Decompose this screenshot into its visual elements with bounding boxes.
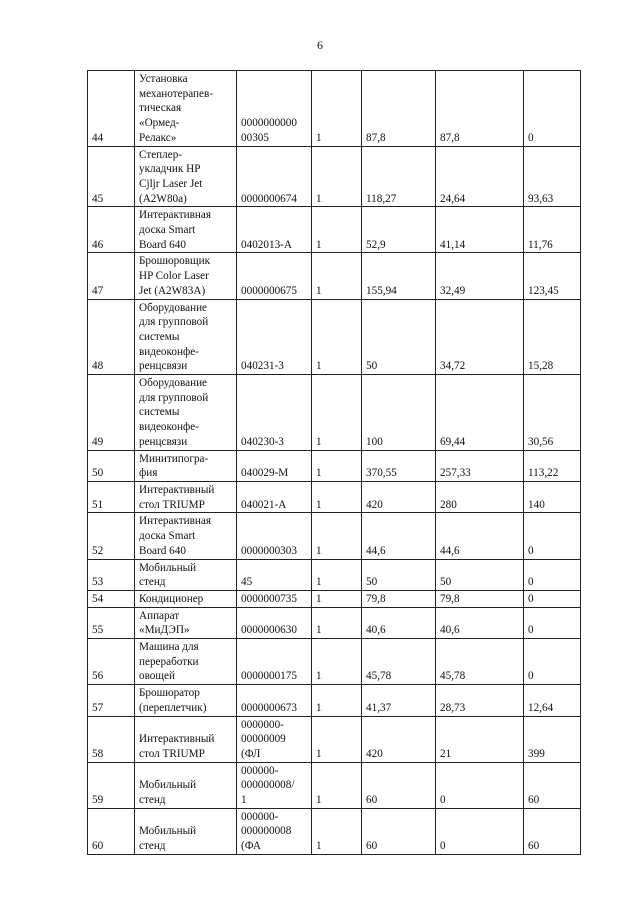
item-name-line: Машина для: [139, 641, 199, 654]
table-row: [88, 481, 581, 512]
depreciation-cell: 24,64: [436, 146, 524, 207]
residual-value-cell: 12,64: [524, 685, 581, 716]
quantity-cell: 1: [312, 639, 362, 685]
item-name-cell: [135, 481, 237, 512]
inventory-code-line: 0000000674: [241, 192, 297, 205]
item-name-cell: [135, 685, 237, 716]
residual-value-cell: 140: [524, 481, 581, 512]
item-name-cell: [135, 253, 237, 299]
item-name-cell: [135, 762, 237, 808]
quantity-cell: 1: [312, 450, 362, 481]
table-row: [88, 716, 581, 762]
row-number-cell: 45: [88, 146, 135, 207]
item-name-line: тическая: [139, 102, 182, 115]
inventory-code-line: 000000-: [241, 810, 279, 823]
depreciation-cell: 32,49: [436, 253, 524, 299]
quantity-cell: 1: [312, 375, 362, 451]
item-name-line: овощей: [139, 670, 175, 683]
table-row: [88, 450, 581, 481]
item-name-line: Оборудование: [139, 377, 208, 390]
inventory-code-cell: [237, 146, 312, 207]
depreciation-cell: 45,78: [436, 639, 524, 685]
row-number-cell: 54: [88, 590, 135, 607]
item-name-line: Минитипогра-: [139, 452, 209, 465]
quantity-cell: 1: [312, 762, 362, 808]
table-row: [88, 808, 581, 854]
inventory-code-line: 00305: [241, 131, 269, 144]
inventory-code-line: 0000000-: [241, 718, 284, 731]
row-number-cell: 44: [88, 71, 135, 147]
initial-value-cell: 45,78: [362, 639, 436, 685]
inventory-code-line: 040231-3: [241, 360, 284, 373]
item-name-line: для групповой: [139, 391, 209, 404]
depreciation-cell: 40,6: [436, 607, 524, 638]
item-name-line: видеоконфе-: [139, 345, 199, 358]
item-name-cell: [135, 375, 237, 451]
quantity-cell: 1: [312, 146, 362, 207]
inventory-code-cell: [237, 375, 312, 451]
item-name-line: Интерактивная: [139, 209, 212, 222]
item-name-cell: [135, 808, 237, 854]
quantity-cell: 1: [312, 253, 362, 299]
quantity-cell: 1: [312, 299, 362, 375]
depreciation-cell: 69,44: [436, 375, 524, 451]
inventory-code-cell: [237, 808, 312, 854]
table-row: [88, 207, 581, 253]
inventory-code-line: 000000008: [241, 825, 292, 838]
initial-value-cell: 155,94: [362, 253, 436, 299]
residual-value-cell: 30,56: [524, 375, 581, 451]
item-name-cell: [135, 146, 237, 207]
initial-value-cell: 40,6: [362, 607, 436, 638]
inventory-code-line: 0000000303: [241, 544, 297, 557]
item-name-line: Jet (A2W83A): [139, 284, 206, 297]
item-name-line: Мобильный: [139, 561, 197, 574]
depreciation-cell: 34,72: [436, 299, 524, 375]
inventory-code-line: 0000000675: [241, 284, 297, 297]
inventory-code-line: (ФЛ: [241, 747, 261, 760]
depreciation-cell: 79,8: [436, 590, 524, 607]
item-name-line: укладчик HP: [139, 163, 201, 176]
residual-value-cell: 399: [524, 716, 581, 762]
table-row: [88, 375, 581, 451]
table-row: [88, 762, 581, 808]
residual-value-cell: 0: [524, 607, 581, 638]
inventory-code-cell: [237, 450, 312, 481]
item-name-line: стенд: [139, 576, 166, 589]
row-number-cell: 53: [88, 559, 135, 590]
item-name-line: стол TRIUMP: [139, 498, 205, 511]
item-name-line: ренцсвязи: [139, 360, 188, 373]
initial-value-cell: 44,6: [362, 513, 436, 559]
residual-value-cell: 0: [524, 71, 581, 147]
inventory-table-body: [88, 71, 581, 855]
table-row: [88, 299, 581, 375]
inventory-code-line: 040029-М: [241, 467, 289, 480]
inventory-code-cell: [237, 590, 312, 607]
item-name-cell: [135, 559, 237, 590]
row-number-cell: 60: [88, 808, 135, 854]
item-name-line: HP Color Laser: [139, 270, 209, 283]
inventory-code-line: 0000000673: [241, 701, 297, 714]
item-name-line: Установка: [139, 73, 188, 85]
item-name-line: видеоконфе-: [139, 421, 199, 434]
residual-value-cell: 60: [524, 762, 581, 808]
item-name-line: Брошюратор: [139, 687, 200, 700]
page-number: 6: [317, 38, 323, 52]
item-name-line: Интерактивный: [139, 483, 215, 496]
item-name-line: стенд: [139, 840, 166, 853]
table-row: [88, 685, 581, 716]
item-name-line: системы: [139, 330, 180, 343]
table-row: [88, 513, 581, 559]
item-name-line: Cjljr Laser Jet: [139, 177, 203, 190]
item-name-line: ренцсвязи: [139, 435, 188, 448]
item-name-line: Мобильный: [139, 779, 197, 792]
residual-value-cell: 0: [524, 513, 581, 559]
item-name-line: Интерактивный: [139, 733, 215, 746]
item-name-cell: [135, 450, 237, 481]
inventory-code-cell: [237, 253, 312, 299]
row-number-cell: 49: [88, 375, 135, 451]
inventory-code-cell: [237, 71, 312, 147]
inventory-code-cell: [237, 299, 312, 375]
item-name-line: системы: [139, 406, 180, 419]
inventory-code-cell: [237, 513, 312, 559]
quantity-cell: 1: [312, 590, 362, 607]
item-name-cell: [135, 590, 237, 607]
depreciation-cell: 280: [436, 481, 524, 512]
item-name-line: Board 640: [139, 238, 186, 251]
inventory-code-line: 000000008/: [241, 779, 295, 792]
quantity-cell: 1: [312, 607, 362, 638]
item-name-cell: [135, 607, 237, 638]
quantity-cell: 1: [312, 513, 362, 559]
quantity-cell: 1: [312, 808, 362, 854]
inventory-code-line: 1: [241, 794, 247, 807]
item-name-cell: [135, 207, 237, 253]
inventory-code-line: 000000-: [241, 764, 279, 777]
depreciation-cell: 0: [436, 808, 524, 854]
initial-value-cell: 118,27: [362, 146, 436, 207]
inventory-code-cell: [237, 481, 312, 512]
inventory-code-line: 0000000735: [241, 592, 297, 605]
item-name-cell: [135, 639, 237, 685]
residual-value-cell: 0: [524, 639, 581, 685]
inventory-code-cell: [237, 716, 312, 762]
initial-value-cell: 87,8: [362, 71, 436, 147]
residual-value-cell: 0: [524, 590, 581, 607]
item-name-line: доска Smart: [139, 224, 196, 237]
initial-value-cell: 370,55: [362, 450, 436, 481]
residual-value-cell: 93,63: [524, 146, 581, 207]
item-name-line: Интерактивная: [139, 515, 212, 528]
initial-value-cell: 420: [362, 481, 436, 512]
table-row: [88, 253, 581, 299]
row-number-cell: 50: [88, 450, 135, 481]
quantity-cell: 1: [312, 716, 362, 762]
inventory-code-cell: [237, 607, 312, 638]
depreciation-cell: 257,33: [436, 450, 524, 481]
item-name-line: для групповой: [139, 316, 209, 329]
row-number-cell: 52: [88, 513, 135, 559]
item-name-line: механотерапев-: [139, 87, 213, 100]
row-number-cell: 57: [88, 685, 135, 716]
residual-value-cell: 60: [524, 808, 581, 854]
inventory-code-line: (ФА: [241, 840, 261, 853]
depreciation-cell: 41,14: [436, 207, 524, 253]
depreciation-cell: 44,6: [436, 513, 524, 559]
inventory-code-line: 45: [241, 576, 253, 589]
table-row: [88, 639, 581, 685]
item-name-line: Оборудование: [139, 301, 208, 314]
item-name-line: доска Smart: [139, 530, 196, 543]
item-name-cell: [135, 513, 237, 559]
item-name-line: Мобильный: [139, 825, 197, 838]
inventory-code-cell: [237, 762, 312, 808]
inventory-code-line: 00000009: [241, 733, 286, 746]
row-number-cell: 48: [88, 299, 135, 375]
item-name-line: Брошюровщик: [139, 255, 211, 268]
initial-value-cell: 60: [362, 808, 436, 854]
initial-value-cell: 420: [362, 716, 436, 762]
depreciation-cell: 21: [436, 716, 524, 762]
table-row: [88, 71, 581, 147]
residual-value-cell: 113,22: [524, 450, 581, 481]
item-name-line: Аппарат: [139, 609, 180, 622]
quantity-cell: 1: [312, 71, 362, 147]
inventory-code-line: 040230-3: [241, 435, 284, 448]
inventory-code-cell: [237, 639, 312, 685]
table-row: [88, 607, 581, 638]
quantity-cell: 1: [312, 559, 362, 590]
item-name-line: Кондиционер: [139, 592, 204, 605]
item-name-line: стенд: [139, 794, 166, 807]
item-name-line: стол TRIUMP: [139, 747, 205, 760]
initial-value-cell: 50: [362, 559, 436, 590]
residual-value-cell: 11,76: [524, 207, 581, 253]
inventory-code-cell: [237, 685, 312, 716]
depreciation-cell: 50: [436, 559, 524, 590]
item-name-cell: [135, 716, 237, 762]
inventory-code-line: 040021-А: [241, 498, 287, 511]
row-number-cell: 56: [88, 639, 135, 685]
residual-value-cell: 123,45: [524, 253, 581, 299]
row-number-cell: 59: [88, 762, 135, 808]
table-row: [88, 559, 581, 590]
initial-value-cell: 79,8: [362, 590, 436, 607]
item-name-cell: [135, 299, 237, 375]
initial-value-cell: 50: [362, 299, 436, 375]
initial-value-cell: 60: [362, 762, 436, 808]
initial-value-cell: 41,37: [362, 685, 436, 716]
inventory-code-line: 0000000630: [241, 624, 297, 637]
inventory-code-cell: [237, 559, 312, 590]
item-name-line: Релакс»: [139, 131, 177, 144]
row-number-cell: 46: [88, 207, 135, 253]
item-name-line: «Ормед-: [139, 117, 180, 130]
item-name-line: переработки: [139, 655, 199, 668]
row-number-cell: 58: [88, 716, 135, 762]
inventory-code-line: 0000000175: [241, 670, 297, 683]
quantity-cell: 1: [312, 481, 362, 512]
inventory-code-line: 0000000000: [241, 117, 297, 130]
inventory-code-line: 0402013-А: [241, 238, 292, 251]
row-number-cell: 47: [88, 253, 135, 299]
item-name-line: «МиДЭП»: [139, 624, 190, 637]
quantity-cell: 1: [312, 685, 362, 716]
row-number-cell: 55: [88, 607, 135, 638]
item-name-line: Board 640: [139, 544, 186, 557]
quantity-cell: 1: [312, 207, 362, 253]
initial-value-cell: 100: [362, 375, 436, 451]
table-row: [88, 146, 581, 207]
item-name-line: (переплетчик): [139, 701, 207, 714]
residual-value-cell: 0: [524, 559, 581, 590]
item-name-cell: [135, 71, 237, 147]
item-name-line: Степлер-: [139, 148, 183, 161]
inventory-code-cell: [237, 207, 312, 253]
inventory-table: [87, 70, 581, 855]
item-name-line: (A2W80a): [139, 192, 187, 205]
depreciation-cell: 28,73: [436, 685, 524, 716]
depreciation-cell: 87,8: [436, 71, 524, 147]
residual-value-cell: 15,28: [524, 299, 581, 375]
table-row: [88, 590, 581, 607]
depreciation-cell: 0: [436, 762, 524, 808]
item-name-line: фия: [139, 467, 158, 480]
initial-value-cell: 52,9: [362, 207, 436, 253]
row-number-cell: 51: [88, 481, 135, 512]
